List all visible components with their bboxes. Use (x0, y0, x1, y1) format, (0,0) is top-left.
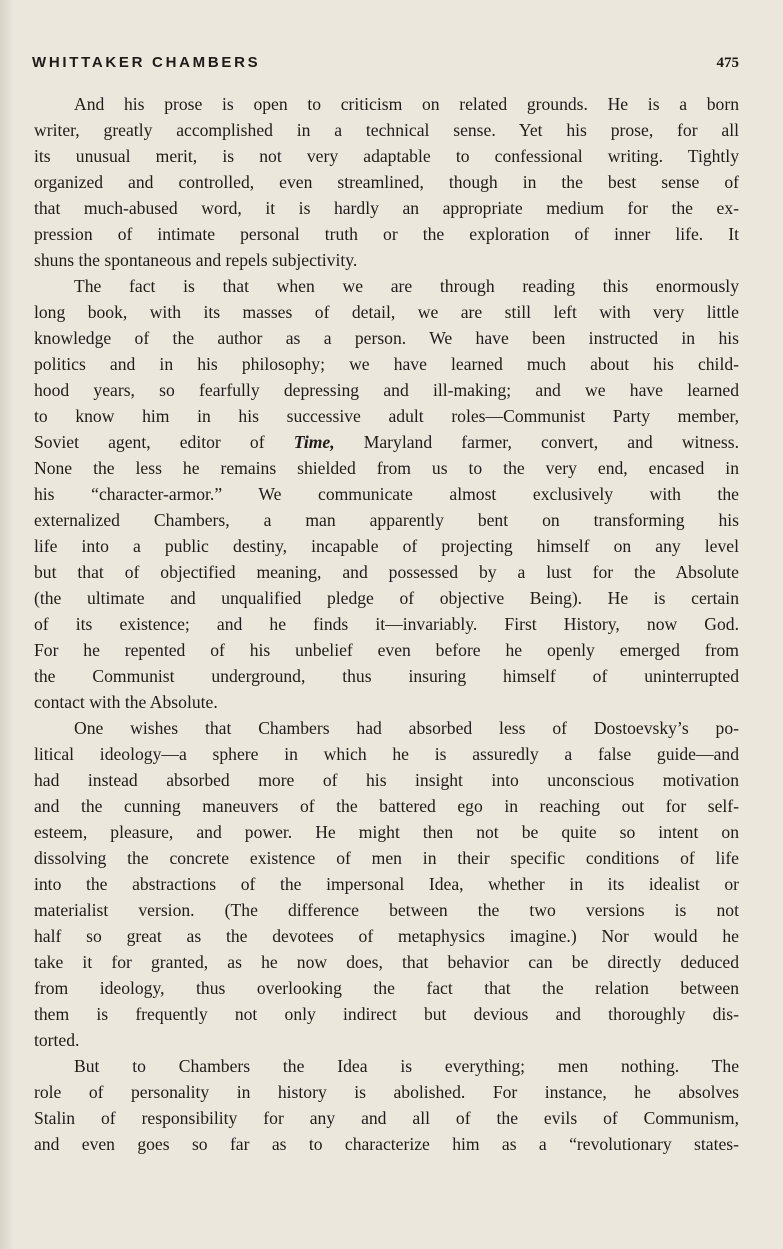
text-line: and the cunning maneuvers of the battered ego in reaching out for self- (34, 796, 739, 816)
text-line: externalized Chambers, a man apparently bent on transforming his (34, 510, 739, 530)
text-line: shuns the spontaneous and repels subjectivity. (34, 250, 358, 270)
text-line: of its existence; and he finds it—invariably. First History, now God. (34, 614, 739, 634)
text-line: litical ideology—a sphere in which he is assuredly a false guide—and (34, 744, 739, 764)
text-line: One wishes that Chambers had absorbed less of Dostoevsky’s po- (74, 718, 739, 738)
text-line: hood years, so fearfully depressing and ill-making; and we have learned (34, 380, 739, 400)
body-text (34, 91, 739, 1157)
text-line: that much-abused word, it is hardly an appropriate medium for the ex- (34, 198, 739, 218)
text-line: dissolving the concrete existence of men in their specific conditions of life (34, 848, 739, 868)
text-line: his “character-armor.” We communicate almost exclusively with the (34, 484, 739, 504)
text-line: But to Chambers the Idea is everything; men nothing. The (74, 1056, 739, 1076)
text-line: the Communist underground, thus insuring himself of uninterrupted (34, 666, 739, 686)
text-line: Stalin of responsibility for any and all of the evils of Communism, (34, 1108, 739, 1128)
text-line: half so great as the devotees of metaphysics imagine.) Nor would he (34, 926, 739, 946)
text-line: pression of intimate personal truth or the exploration of inner life. It (34, 224, 739, 244)
text-line: into the abstractions of the impersonal Idea, whether in its idealist or (34, 874, 739, 894)
text-line: knowledge of the author as a person. We have been instructed in his (34, 328, 739, 348)
text-line (34, 429, 739, 455)
text-line: materialist version. (The difference between the two versions is not (34, 900, 739, 920)
text-line: to know him in his successive adult roles—Communist Party member, (34, 406, 739, 426)
text-line: (the ultimate and unqualified pledge of objective Being). He is certain (34, 588, 739, 608)
text-line: The fact is that when we are through reading this enormously (74, 276, 739, 296)
text-line: esteem, pleasure, and power. He might then not be quite so intent on (34, 822, 739, 842)
running-head-title: WHITTAKER CHAMBERS (32, 54, 261, 71)
text-line-segment: Maryland farmer, convert, and witness. (334, 432, 740, 452)
text-line: from ideology, thus overlooking the fact that the relation between (34, 978, 739, 998)
text-line-segment: Soviet agent, editor of (34, 432, 294, 452)
text-line: life into a public destiny, incapable of projecting himself on any level (34, 536, 739, 556)
text-line: organized and controlled, even streamlined, though in the best sense of (34, 172, 739, 192)
text-line: writer, greatly accomplished in a technical sense. Yet his prose, for all (34, 120, 739, 140)
text-line: them is frequently not only indirect but devious and thoroughly dis- (34, 1004, 739, 1024)
text-line: role of personality in history is abolished. For instance, he absolves (34, 1082, 739, 1102)
text-line: None the less he remains shielded from us to the very end, encased in (34, 458, 739, 478)
text-line: politics and in his philosophy; we have learned much about his child- (34, 354, 739, 374)
text-line: but that of objectified meaning, and possessed by a lust for the Absolute (34, 562, 739, 582)
text-line: and even goes so far as to characterize him as a “revolutionary states- (34, 1134, 739, 1154)
text-line: For he repented of his unbelief even before he openly emerged from (34, 640, 739, 660)
page-number: 475 (716, 55, 739, 71)
text-line: had instead absorbed more of his insight into unconscious motivation (34, 770, 739, 790)
page-gutter-shadow (0, 0, 14, 1249)
text-line: torted. (34, 1030, 80, 1050)
text-line: contact with the Absolute. (34, 692, 218, 712)
text-line: long book, with its masses of detail, we are still left with very little (34, 302, 739, 322)
text-line: its unusual merit, is not very adaptable to confessional writing. Tightly (34, 146, 739, 166)
italic-title: Time, (293, 432, 335, 452)
running-head (32, 54, 739, 84)
text-line: take it for granted, as he now does, that behavior can be directly deduced (34, 952, 739, 972)
text-line: And his prose is open to criticism on related grounds. He is a born (74, 94, 739, 114)
